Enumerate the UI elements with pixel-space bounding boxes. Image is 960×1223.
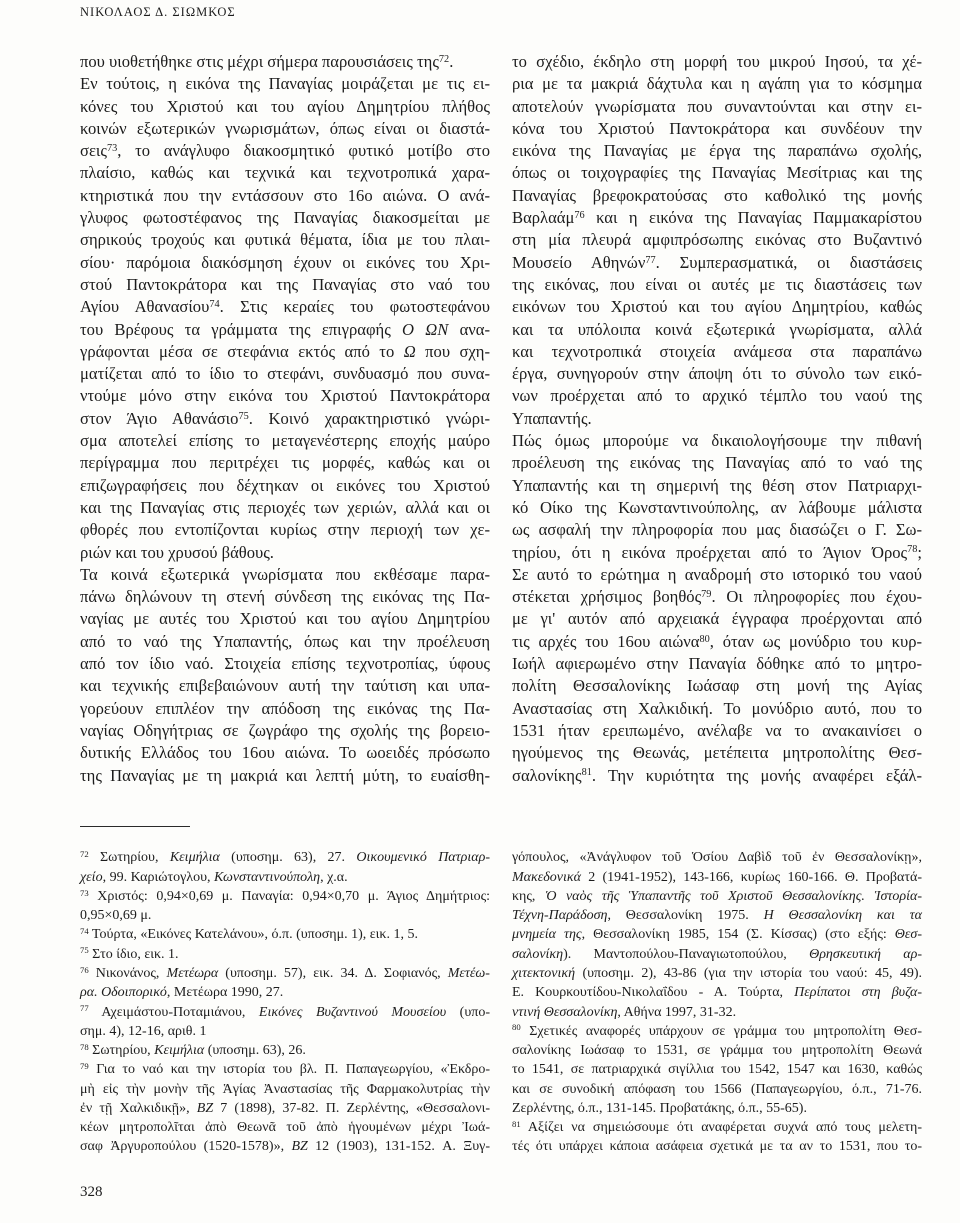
text-run: Υπαπαντής και τη σημερινή της θέση στον Πατριαρχι- — [512, 475, 922, 495]
text-run: της εικόνας, που είναι οι αυτές με τις διαστάσεις των — [512, 274, 922, 294]
text-run: (υποσημ. 57), εικ. 34. Δ. Σοφιανός, — [218, 965, 448, 981]
text-run: και τεχνικής επιβεβαιώνουν αυτή την ταύτιση και υπα- — [80, 676, 490, 696]
text-line — [80, 1080, 490, 1099]
text-run: κέων μητροπολῖται ἀπὸ Θεωνᾶ τοῦ ἀπὸ ἡγουμένων μέχρι Ἰωά- — [80, 1120, 490, 1136]
text-line — [512, 631, 922, 653]
text-run: κό Οίκο της Κωνσταντινούπολης, αν λάβουμε μάλιστα — [512, 497, 922, 517]
footnote-number: 73 — [80, 887, 89, 898]
text-line — [512, 73, 922, 95]
footnote-reference: 72 — [438, 53, 450, 65]
footnote-reference: 81 — [581, 767, 592, 779]
text-run: σηρικούς τροχούς και φυτικά θέματα, ίδια με του πλαι- — [80, 230, 490, 250]
text-line — [80, 1137, 490, 1156]
text-run: που υιοθετήθηκε στις μέχρι σήμερα παρουσιάσεις της — [80, 52, 439, 71]
text-run: Ζερλέντης, ό.π., 131-145. Προβατάκης, ό.π., 55-65). — [512, 1100, 807, 1116]
text-run: ). Μαντοπούλου-Παναγιωτοπούλου, — [563, 946, 810, 962]
text-run: ντούμε μόνο στην εικόνα του Χριστού Παντοκράτορα — [80, 386, 490, 406]
text-line — [512, 765, 922, 787]
text-line — [512, 1003, 922, 1022]
text-line — [80, 363, 490, 385]
text-line — [512, 608, 922, 630]
text-run: . Την κυριότητα της μονής αναφέρει εξάλ- — [591, 765, 922, 785]
text-line — [512, 653, 922, 675]
text-run: σμα αποτελεί επίσης το μεταγενέστερης εποχής μαύρο — [80, 431, 490, 451]
footnote-number: 72 — [80, 849, 89, 860]
text-line — [80, 1118, 490, 1137]
text-run: , όταν ως μονύδριο του κυρ- — [709, 631, 922, 651]
text-run: , Θεσσαλονίκη 1975. — [607, 908, 764, 924]
text-run: και τα υπόλοιπα κοινά εξωτερικά γνωρίσματα, αλλά — [512, 319, 922, 339]
text-line — [512, 1118, 922, 1137]
text-run: πλαίσιο, καθώς και τεχνικά και τεχνοτροπικά χαρα- — [80, 163, 490, 183]
text-run: στον Άγιο Αθανάσιο — [80, 408, 239, 428]
text-run: κοινών εξωτερικών γνωρισμάτων, όπως είναι οι διαστά- — [80, 118, 490, 138]
text-run: ναγίας Οδηγήτριας σε ζωγράφο της σχολής της βορειο- — [80, 720, 490, 740]
paragraph — [512, 1022, 922, 1118]
text-line — [80, 497, 490, 519]
text-line — [80, 631, 490, 653]
text-line — [80, 586, 490, 608]
text-line — [512, 868, 922, 887]
text-run: εικόνα της Παναγίας με έργα της παραπάνω σχολής, — [512, 141, 922, 161]
text-line — [80, 945, 490, 964]
text-line — [80, 319, 490, 341]
text-run: ἐν τῇ Χαλκιδικῇ», — [80, 1100, 197, 1116]
footnote-reference: 76 — [574, 209, 585, 221]
text-run: Υπαπαντής. — [512, 408, 592, 428]
text-line — [80, 118, 490, 140]
footnotes-left-column — [80, 848, 490, 1156]
text-run: Εν τούτοις, η εικόνα της Παναγίας μοιράζεται με τις ει- — [80, 74, 490, 94]
paragraph — [80, 848, 490, 887]
text-run: , το ανάγλυφο διακοσμητικό φυτικό μοτίβο στο — [117, 141, 490, 161]
text-line — [512, 430, 922, 452]
text-line — [80, 765, 490, 787]
text-run: όπως οι τοιχογραφίες της Παναγίας Μεσίτριας και της — [512, 163, 922, 183]
text-line — [80, 542, 490, 564]
text-run: κης, — [512, 888, 545, 904]
italic-text: σαλονίκη — [512, 946, 564, 962]
text-line — [80, 868, 490, 887]
text-line — [512, 497, 922, 519]
paragraph — [512, 848, 922, 1021]
text-line — [512, 162, 922, 184]
text-line — [512, 408, 922, 430]
text-run: με γι' αυτόν από αρχειακά έγγραφα προέρχονται από — [512, 609, 922, 629]
text-run: Αναστασίας στη Χαλκιδική. Το μονύδριο αυτό, που το — [512, 698, 922, 718]
text-line — [512, 519, 922, 541]
text-run: Σε αυτό το ερώτημα η αναδρομή στο ιστορικό του ναού — [512, 564, 922, 584]
text-line — [512, 542, 922, 564]
text-line — [512, 475, 922, 497]
text-run: του Βρέφους τα γράμματα της επιγραφής — [80, 319, 403, 339]
text-line — [80, 906, 490, 925]
italic-text: Οικουμενικό Πατριαρ- — [356, 850, 491, 866]
text-run: ηγούμενος της Θεωνάς, μετέπειτα μητροπολίτης Θεσ- — [512, 743, 922, 763]
text-run: 12 (1903), 131-152. Α. Ξυγ- — [307, 1139, 490, 1155]
italic-text: Μακεδονικά — [512, 869, 581, 885]
text-run: σαλονίκης — [512, 765, 582, 785]
italic-text: Ο ΩΝ — [402, 319, 449, 339]
text-line — [80, 452, 490, 474]
text-run: σίου· παρόμοια διακόσμηση έχουν οι εικόνες του Χρι- — [80, 252, 490, 272]
text-line — [512, 1080, 922, 1099]
paragraph — [80, 73, 490, 564]
text-line — [80, 1022, 490, 1041]
text-line — [80, 96, 490, 118]
text-run: που σχη- — [415, 341, 490, 361]
italic-text: Θεσ- — [894, 927, 922, 943]
text-run: . Στις κεραίες του φωτοστεφάνου — [219, 297, 490, 317]
italic-text: BZ — [196, 1100, 214, 1116]
footnote-number: 77 — [80, 1003, 89, 1014]
text-line — [80, 140, 490, 162]
text-line — [512, 296, 922, 318]
text-line — [80, 341, 490, 363]
text-line — [512, 207, 922, 229]
text-run: νων προέρχεται από το αρχικό τέμπλο του ναού της — [512, 386, 922, 406]
text-line — [512, 341, 922, 363]
text-line — [80, 296, 490, 318]
text-run: και σε συνοδική απόφαση του 1566 (Παπαγεωργίου, ό.π., 71-76. — [512, 1081, 922, 1097]
text-run: γόπουλος, «Ἀνάγλυφον τοῦ Ὁσίου Δαβὶδ τοῦ ἐν Θεσσαλονίκῃ», — [512, 850, 922, 866]
text-run: το σχέδιο, έκδηλο στη μορφή του μικρού Ιησού, τα χέ- — [512, 52, 922, 71]
italic-text: μνημεία της — [512, 927, 582, 943]
italic-text: Η Θεσσαλονίκη και τα — [763, 908, 922, 924]
text-run: από τον ίδιο ναό. Στοιχεία επίσης τεχνοτροπίας, ύφους — [80, 654, 490, 674]
text-line — [80, 274, 490, 296]
italic-text: Μετέω- — [447, 965, 490, 981]
text-run: Αγίου Αθανασίου — [80, 297, 210, 317]
text-run: ανα- — [448, 319, 490, 339]
footnote-reference: 79 — [701, 588, 712, 600]
text-run: Βαρλαάμ — [512, 208, 575, 228]
text-line — [512, 1060, 922, 1079]
text-line — [512, 252, 922, 274]
italic-text: Περίπατοι στη βυζα- — [794, 985, 922, 1001]
text-run: . Οι πληροφορίες που έχου- — [711, 587, 922, 607]
text-line — [80, 653, 490, 675]
text-line — [512, 586, 922, 608]
text-run: στού Παντοκράτορα και της Παναγίας στο ναό του — [80, 274, 490, 294]
text-line — [80, 430, 490, 452]
paragraph — [80, 1041, 490, 1060]
text-run: προέλευση της εικόνας της Παναγίας από το ναό της — [512, 453, 922, 473]
text-run: της Παναγίας με τη μακριά και λεπτή μύτη, το ευαίσθη- — [80, 765, 490, 785]
text-line — [80, 1041, 490, 1060]
text-run: ρια με τα μακριά δάχτυλα και η αγάπη για το κόσμημα — [512, 74, 922, 94]
text-line — [512, 925, 922, 944]
text-line — [512, 118, 922, 140]
text-run: ριών και του χρυσού βάθους. — [80, 542, 274, 562]
text-line — [512, 742, 922, 764]
text-run: γράφονται μέσα σε στεφάνια εκτός από το — [80, 341, 404, 361]
italic-text: BZ — [291, 1139, 308, 1155]
italic-text: Θρησκευτική αρ- — [809, 946, 922, 962]
italic-text: ρα. Οδοιπορικό — [80, 985, 167, 1001]
text-line — [80, 185, 490, 207]
text-run: Ε. Κουρκουτίδου-Νικολαΐδου - Α. Τούρτα, — [512, 985, 795, 1001]
text-run: , Μετέωρα 1990, 27. — [166, 985, 284, 1001]
text-line — [512, 887, 922, 906]
text-run: και της Παναγίας στις περιοχές των χεριών, αλλά και οι — [80, 497, 490, 517]
italic-text: Ω — [403, 341, 416, 361]
italic-text: Εικόνες Βυζαντινού Μουσείου — [258, 1004, 447, 1020]
text-line — [80, 608, 490, 630]
paragraph — [512, 51, 922, 430]
text-line — [512, 319, 922, 341]
paragraph — [512, 1118, 922, 1157]
text-run: τις αρχές του 16ου αιώνα — [512, 631, 700, 651]
text-run: πολίτη Θεσσαλονίκης Ιωάσαφ στη μονή της Αγίας — [512, 676, 922, 696]
paragraph — [80, 564, 490, 787]
text-run: , Θεσσαλονίκη 1985, 154 (Σ. Κίσσας) (στο εξής: — [581, 927, 895, 943]
italic-text: Κειμήλια — [154, 1043, 205, 1059]
text-line — [512, 564, 922, 586]
text-line — [80, 385, 490, 407]
text-run: από το ναό της Υπαπαντής, όπως και την προέλευση — [80, 631, 490, 651]
main-text-left-column — [80, 51, 490, 787]
paragraph — [512, 430, 922, 787]
text-run: Ιωήλ αφιερωμένο στην Παναγία δόθηκε από το μητρο- — [512, 654, 922, 674]
text-line — [512, 1041, 922, 1060]
text-line — [80, 408, 490, 430]
text-run: κόνα του Χριστού Παντοκράτορα και συνδέουν την — [512, 118, 922, 138]
text-run: σαφ Ἀργυροπούλου (1520-1578)», — [80, 1139, 292, 1155]
text-run: 2 (1941-1952), 143-166, κυρίως 160-166. Θ. Προβατά- — [580, 869, 922, 885]
text-line — [80, 983, 490, 1002]
text-line — [80, 564, 490, 586]
text-run: φθορές που εντοπίζονται κυρίως στην περιοχή των χε- — [80, 520, 490, 540]
text-run: γλυφος φωτοστέφανος της Παναγίας διακοσμείται με — [80, 208, 490, 228]
text-run: κτηριστικά που την εντάσσουν στο 16ο αιώνα. Ο ανά- — [80, 185, 490, 205]
text-run: , 99. Καριώτογλου, — [102, 869, 215, 885]
text-line — [80, 1003, 490, 1022]
text-line — [80, 207, 490, 229]
text-run: , χ.α. — [320, 869, 348, 885]
text-run: Τα κοινά εξωτερικά γνωρίσματα που εκθέσαμε παρα- — [80, 564, 490, 584]
text-run: δυτικής Ελλάδος του 16ου αιώνα. Το ωοειδές πρόσωπο — [80, 743, 490, 763]
text-run: Αξίζει να σημειώσουμε ότι αναφέρεται συχνά από τους μελετη- — [520, 1120, 922, 1136]
text-line — [80, 698, 490, 720]
text-run: πάνω δηλώνουν τη στενή σύνδεση της εικόνας της Πα- — [80, 587, 490, 607]
text-line — [512, 720, 922, 742]
text-line — [80, 925, 490, 944]
text-line — [80, 848, 490, 867]
text-line — [512, 906, 922, 925]
text-line — [512, 185, 922, 207]
italic-text: χείο — [80, 869, 103, 885]
text-line — [512, 452, 922, 474]
text-run: . — [449, 52, 454, 71]
paragraph — [80, 51, 490, 73]
text-run: στη μία πλευρά αμφιπρόσωπης εικόνας στο Βυζαντινό — [512, 230, 922, 250]
text-line — [80, 887, 490, 906]
footnote-reference: 75 — [238, 410, 249, 422]
text-line — [512, 51, 922, 73]
text-run: μὴ εἰς τὴν μονὴν τῆς Ἁγίας Ἀναστασίας τῆς Φαρμακολυτρίας τὴν — [80, 1081, 490, 1097]
text-run: σεις — [80, 141, 107, 161]
text-run: γορεύουν επιπλέον την απόδοση της εικόνας της Πα- — [80, 698, 490, 718]
paragraph — [80, 964, 490, 1003]
text-run: κόνες του Χριστού και του αγίου Δημητρίου πλήθος — [80, 96, 490, 116]
text-run: , Αθήνα 1997, 31-32. — [617, 1004, 737, 1020]
italic-text: Μετέωρα — [166, 965, 219, 981]
text-line — [512, 675, 922, 697]
paragraph — [80, 925, 490, 944]
paragraph — [80, 1060, 490, 1156]
footnote-reference: 77 — [645, 254, 656, 266]
text-line — [80, 1099, 490, 1118]
text-line — [80, 1060, 490, 1079]
paragraph — [80, 887, 490, 926]
footnote-reference: 80 — [699, 633, 710, 645]
text-line — [512, 1022, 922, 1041]
footnote-number: 80 — [512, 1022, 521, 1033]
text-run: ναγίας με αυτές του Χριστού και του αγίου Δημητρίου — [80, 609, 490, 629]
footnote-reference: 78 — [907, 544, 918, 556]
text-line — [512, 363, 922, 385]
footnote-number: 79 — [80, 1060, 89, 1071]
text-run: Νικονάνος, — [88, 965, 167, 981]
italic-text: Κειμήλια — [169, 850, 220, 866]
text-run: Τούρτα, «Εικόνες Κατελάνου», ό.π. (υποσημ. 1), εικ. 1, 5. — [88, 927, 418, 943]
text-run: 7 (1898), 37-82. Π. Ζερλέντης, «Θεσσαλονι- — [213, 1100, 490, 1116]
text-line — [512, 385, 922, 407]
text-run: Στο ίδιο, εικ. 1. — [88, 946, 179, 962]
main-text-right-column — [512, 51, 922, 787]
text-run: (υποσημ. 63), 27. — [219, 850, 357, 866]
running-head: ΝΙΚΟΛΑΟΣ Δ. ΣΙΩΜΚΟΣ — [80, 5, 236, 19]
text-run: Πώς όμως μπορούμε να δικαιολογήσουμε την πιθανή — [512, 431, 922, 451]
footnote-number: 75 — [80, 945, 89, 956]
text-run: (υποσημ. 63), 26. — [204, 1043, 306, 1059]
text-run: (υπο- — [446, 1004, 491, 1020]
text-run: ; — [917, 542, 922, 562]
text-run: σαλονίκης Ιωάσαφ το 1531, σε γράμμα του μητροπολίτη Θεωνά — [512, 1043, 922, 1059]
footnote-separator — [80, 826, 190, 827]
text-line — [80, 229, 490, 251]
text-run: 0,95×0,69 μ. — [80, 908, 152, 924]
text-run: επιζωγραφήσεις που δέχτηκαν οι εικόνες του Χριστού — [80, 475, 490, 495]
text-run: και η εικόνα της Παναγίας Παμμακαρίστου — [584, 208, 922, 228]
text-line — [512, 1137, 922, 1156]
footnotes-right-column — [512, 848, 922, 1156]
text-run: σημ. 4), 12-16, αριθ. 1 — [80, 1023, 207, 1039]
italic-text: ντινή Θεσσαλονίκη — [512, 1004, 618, 1020]
text-line — [80, 675, 490, 697]
footnote-reference: 74 — [209, 299, 220, 311]
text-run: Σωτηρίου, — [88, 1043, 155, 1059]
text-line — [80, 162, 490, 184]
text-line — [80, 51, 490, 73]
text-run: έργα, συνηγορούν στην άποψη ότι το σύνολο των εικό- — [512, 364, 922, 384]
text-run: αποτελούν γνωρίσματα που συναντούνται και στην ει- — [512, 96, 922, 116]
italic-text: Ὁ ναὸς τῆς Ὑπαπαντῆς τοῦ Χριστοῦ Θεσσαλονίκης. Ἱστορία- — [544, 888, 923, 904]
text-line — [512, 945, 922, 964]
text-run: στέκεται χρήσιμος βοηθός — [512, 587, 702, 607]
text-run: Για το ναό και την ιστορία του βλ. Π. Παπαγεωργίου, «Ἐκδρο- — [88, 1062, 490, 1078]
text-run: περίγραμμα που περιτρέχει τις μορφές, καθώς και οι — [80, 453, 490, 473]
text-run: ματίζεται από το ίδιο το στεφάνι, συνδυασμό που συνα- — [80, 364, 490, 384]
italic-text: Τέχνη-Παράδοση — [512, 908, 608, 924]
paragraph — [80, 945, 490, 964]
italic-text: χιτεκτονική — [512, 965, 576, 981]
text-run: Σχετικές αναφορές υπάρχουν σε γράμμα του μητροπολίτη Θεσ- — [520, 1023, 922, 1039]
footnote-number: 81 — [512, 1118, 521, 1129]
text-line — [80, 964, 490, 983]
text-run: . Συμπερασματικά, οι διαστάσεις — [655, 252, 923, 272]
text-line — [80, 519, 490, 541]
text-line — [512, 96, 922, 118]
text-line — [512, 140, 922, 162]
text-line — [512, 964, 922, 983]
text-run: τηρίου, ότι η εικόνα προέρχεται από το Άγιον Όρος — [512, 542, 908, 562]
text-run: ως ασφαλή την πληροφορία που μας διασώζει ο Γ. Σω- — [512, 520, 922, 540]
text-run: Μουσείο Αθηνών — [512, 252, 646, 272]
text-line — [512, 848, 922, 867]
text-run: και τεχνοτροπικά στοιχεία ανάμεσα στα παραπάνω — [512, 341, 922, 361]
text-run: . Κοινό χαρακτηριστικό γνώρι- — [248, 408, 491, 428]
italic-text: Κωνσταντινούπολη — [214, 869, 321, 885]
text-line — [512, 983, 922, 1002]
text-line — [80, 252, 490, 274]
text-run: Αχειμάστου-Ποταμιάνου, — [88, 1004, 259, 1020]
text-run: (υποσημ. 2), 43-86 (για την ιστορία του ναού: 45, 49). — [575, 965, 922, 981]
text-run: εικόνων του Χριστού και του αγίου Δημητρίου, καθώς — [512, 297, 922, 317]
text-run: 1531 ήταν ερειπωμένο, ανέλαβε να το ανακαινίσει ο — [512, 720, 922, 740]
text-run: Σωτηρίου, — [88, 850, 170, 866]
text-line — [512, 274, 922, 296]
footnote-number: 76 — [80, 964, 89, 975]
text-run: Χριστός: 0,94×0,69 μ. Παναγία: 0,94×0,70 μ. Άγιος Δημήτριος: — [88, 888, 490, 904]
text-line — [512, 698, 922, 720]
text-run: τές ότι υπάρχει κάποια ασάφεια σχετικά με τα αν το 1531, που το- — [512, 1139, 922, 1155]
text-run: Παναγίας βρεφοκρατούσας στο καθολικό της μονής — [512, 185, 922, 205]
text-line — [80, 73, 490, 95]
paragraph — [80, 1003, 490, 1042]
footnote-reference: 73 — [106, 143, 118, 155]
text-run: το 1541, σε πατριαρχικά σιγίλλια του 1542, 1547 και 1630, καθώς — [512, 1062, 922, 1078]
text-line — [512, 1099, 922, 1118]
text-line — [80, 742, 490, 764]
footnote-number: 78 — [80, 1041, 89, 1052]
text-line — [512, 229, 922, 251]
page-number: 328 — [80, 1184, 103, 1200]
text-line — [80, 720, 490, 742]
text-line — [80, 475, 490, 497]
footnote-number: 74 — [80, 926, 89, 937]
